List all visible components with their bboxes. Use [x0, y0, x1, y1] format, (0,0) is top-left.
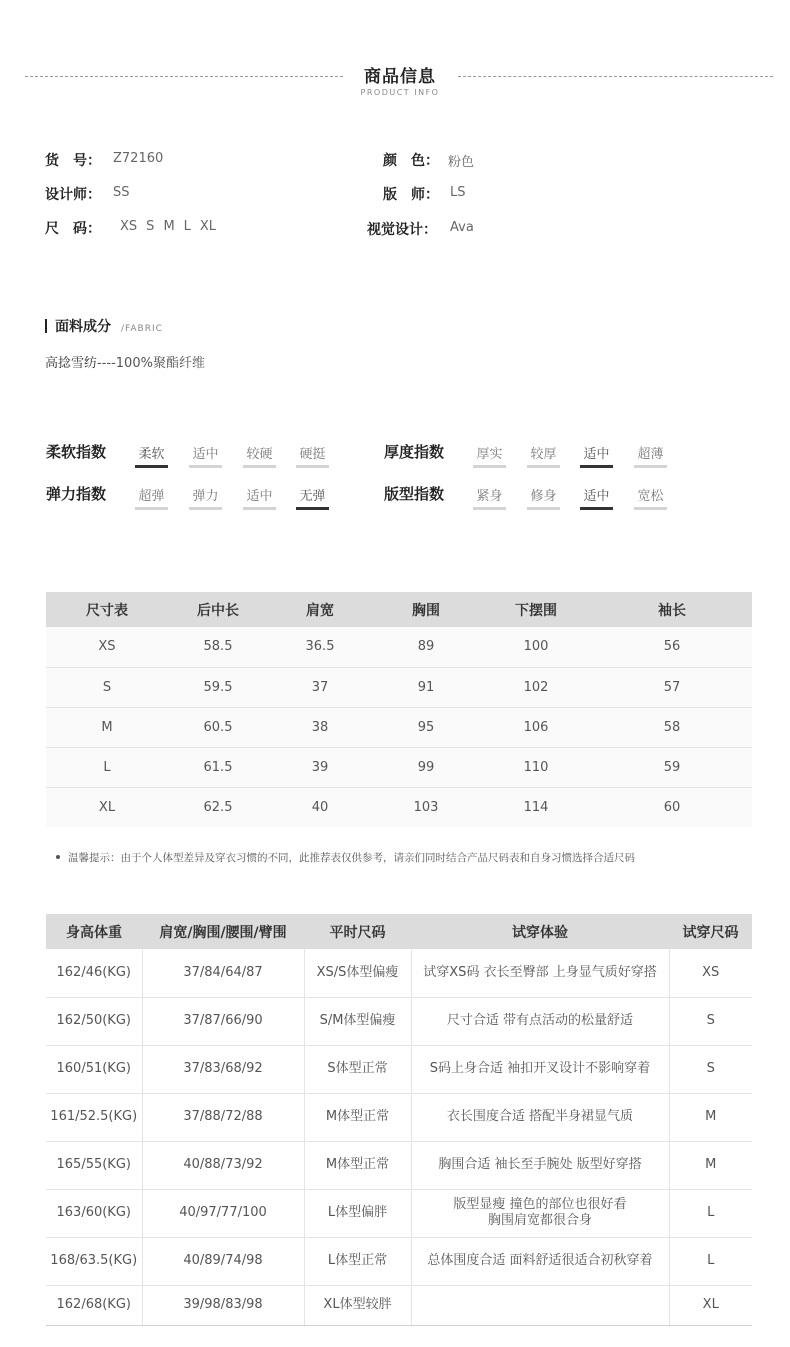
- table-cell: S: [46, 667, 168, 707]
- table-cell: 163/60(KG): [46, 1189, 142, 1237]
- table-cell: 162/46(KG): [46, 949, 142, 997]
- table-header-row: [46, 914, 752, 949]
- size-label: 尺 码：: [45, 221, 101, 237]
- table-cell: 37/83/68/92: [142, 1045, 304, 1093]
- table-cell: 95: [372, 707, 480, 747]
- table-cell: S: [669, 997, 752, 1045]
- thickness-label: 厚度指数: [384, 443, 445, 461]
- size-chart-table: [46, 592, 752, 827]
- table-header-cell: 身高体重: [46, 914, 142, 949]
- size-list: [120, 219, 225, 234]
- table-cell: M: [669, 1093, 752, 1141]
- table-header-cell: 试穿尺码: [669, 914, 752, 949]
- fabric-title-en: /FABRIC: [121, 324, 163, 334]
- table-row: [46, 997, 752, 1045]
- fit-option: 修身: [527, 485, 560, 510]
- table-row: [46, 747, 752, 787]
- table-cell: 总体围度合适 面料舒适很适合初秋穿着: [411, 1237, 669, 1285]
- table-cell: [411, 1285, 669, 1325]
- table-header-row: [46, 592, 752, 627]
- pattern-label: 版 师：: [383, 187, 439, 203]
- table-cell: L体型正常: [304, 1237, 411, 1285]
- table-cell: 61.5: [168, 747, 268, 787]
- section-subtitle: PRODUCT INFO: [360, 88, 440, 97]
- table-cell: S码上身合适 袖扣开叉设计不影响穿着: [411, 1045, 669, 1093]
- table-row: [46, 1237, 752, 1285]
- softness-label: 柔软指数: [46, 443, 107, 461]
- elasticity-label: 弹力指数: [46, 485, 107, 503]
- table-cell: 36.5: [268, 627, 372, 667]
- table-cell: 39/98/83/98: [142, 1285, 304, 1325]
- heading-bar: [45, 319, 47, 333]
- table-cell: 58: [592, 707, 752, 747]
- table-row: [46, 1045, 752, 1093]
- table-cell: 106: [480, 707, 592, 747]
- table-cell: 91: [372, 667, 480, 707]
- table-cell: M体型正常: [304, 1093, 411, 1141]
- table-cell: L: [46, 747, 168, 787]
- table-row: [46, 1189, 752, 1237]
- table-cell: 161/52.5(KG): [46, 1093, 142, 1141]
- visual-label: 视觉设计：: [367, 222, 437, 238]
- table-cell: 60.5: [168, 707, 268, 747]
- table-cell: 160/51(KG): [46, 1045, 142, 1093]
- table-header-cell: 平时尺码: [304, 914, 411, 949]
- table-cell: 38: [268, 707, 372, 747]
- table-cell: 59: [592, 747, 752, 787]
- fabric-percent: ----100%聚酯纤维: [97, 356, 205, 371]
- table-cell: 59.5: [168, 667, 268, 707]
- section-title: 商品信息: [364, 67, 436, 87]
- table-cell: M体型正常: [304, 1141, 411, 1189]
- table-cell: 40/88/73/92: [142, 1141, 304, 1189]
- table-cell: XL体型较胖: [304, 1285, 411, 1325]
- table-cell: S/M体型偏瘦: [304, 997, 411, 1045]
- try-on-table: [46, 914, 752, 1326]
- fabric-composition: [45, 352, 205, 371]
- table-header-cell: 试穿体验: [411, 914, 669, 949]
- table-cell: XS/S体型偏瘦: [304, 949, 411, 997]
- table-cell: 衣长围度合适 搭配半身裙显气质: [411, 1093, 669, 1141]
- table-cell: 102: [480, 667, 592, 707]
- tip-text: 温馨提示：由于个人体型差异及穿衣习惯的不同，此推荐表仅供参考，请亲们同时结合产品尺码表和自身习惯选择合适尺码: [68, 852, 635, 864]
- table-cell: 尺寸合适 带有点活动的松量舒适: [411, 997, 669, 1045]
- table-cell: 99: [372, 747, 480, 787]
- designer-label: 设计师：: [45, 187, 101, 203]
- fit-label: 版型指数: [384, 485, 445, 503]
- designer-value: SS: [113, 185, 130, 200]
- table-row: [46, 1093, 752, 1141]
- table-cell: 89: [372, 627, 480, 667]
- table-row: [46, 787, 752, 827]
- table-header-cell: 尺寸表: [46, 592, 168, 627]
- table-cell: 37/88/72/88: [142, 1093, 304, 1141]
- table-cell: 162/50(KG): [46, 997, 142, 1045]
- table-cell: XL: [46, 787, 168, 827]
- table-header-cell: 袖长: [592, 592, 752, 627]
- table-cell: 60: [592, 787, 752, 827]
- table-cell: 162/68(KG): [46, 1285, 142, 1325]
- visual-value: Ava: [450, 220, 474, 235]
- table-cell: XS: [669, 949, 752, 997]
- table-cell: 100: [480, 627, 592, 667]
- table-row: [46, 707, 752, 747]
- table-cell: 57: [592, 667, 752, 707]
- softness-option: 硬挺: [296, 443, 329, 468]
- item-no-label: 货 号：: [45, 153, 101, 169]
- table-cell: XS: [46, 627, 168, 667]
- thickness-option: 超薄: [634, 443, 667, 468]
- fabric-title: 面料成分: [55, 319, 111, 335]
- elasticity-option: 无弹: [296, 485, 329, 510]
- table-cell: S: [669, 1045, 752, 1093]
- table-cell: M: [669, 1141, 752, 1189]
- fabric-heading: [45, 316, 163, 336]
- table-cell: M: [46, 707, 168, 747]
- table-cell: 试穿XS码 衣长至臀部 上身显气质好穿搭: [411, 949, 669, 997]
- table-cell: L体型偏胖: [304, 1189, 411, 1237]
- table-header-cell: 胸围: [372, 592, 480, 627]
- table-cell: 165/55(KG): [46, 1141, 142, 1189]
- item-no-value: Z72160: [113, 151, 164, 166]
- size-option: XL: [199, 219, 217, 234]
- size-option: L: [183, 219, 191, 234]
- elasticity-option: 弹力: [189, 485, 222, 510]
- table-cell: 37/84/64/87: [142, 949, 304, 997]
- softness-option: 柔软: [135, 443, 168, 468]
- size-option: XS: [120, 219, 138, 234]
- thickness-option: 厚实: [473, 443, 506, 468]
- table-cell: 56: [592, 627, 752, 667]
- fit-option: 宽松: [634, 485, 667, 510]
- table-row: [46, 1141, 752, 1189]
- table-row: [46, 1285, 752, 1325]
- color-value: 粉色: [448, 155, 475, 170]
- table-header-cell: 肩宽/胸围/腰围/臂围: [142, 914, 304, 949]
- table-cell: L: [669, 1189, 752, 1237]
- table-cell: 62.5: [168, 787, 268, 827]
- softness-option: 适中: [189, 443, 222, 468]
- table-cell: XL: [669, 1285, 752, 1325]
- bullet-icon: [56, 855, 60, 859]
- size-tip: [56, 850, 635, 865]
- table-header-cell: 下摆围: [480, 592, 592, 627]
- table-cell: 40: [268, 787, 372, 827]
- elasticity-option: 超弹: [135, 485, 168, 510]
- table-cell: 58.5: [168, 627, 268, 667]
- table-row: [46, 627, 752, 667]
- table-row: [46, 949, 752, 997]
- table-cell: 39: [268, 747, 372, 787]
- softness-option: 较硬: [243, 443, 276, 468]
- color-label: 颜 色：: [383, 153, 439, 169]
- table-cell: 版型显瘦 撞色的部位也很好看 胸围肩宽都很合身: [411, 1189, 669, 1237]
- elasticity-option: 适中: [243, 485, 276, 510]
- table-header-cell: 后中长: [168, 592, 268, 627]
- table-cell: 114: [480, 787, 592, 827]
- size-option: S: [146, 219, 155, 234]
- table-cell: 37: [268, 667, 372, 707]
- table-cell: 168/63.5(KG): [46, 1237, 142, 1285]
- fit-option: 紧身: [473, 485, 506, 510]
- size-option: M: [163, 219, 175, 234]
- table-cell: S体型正常: [304, 1045, 411, 1093]
- fabric-name: 高捻雪纺: [45, 356, 98, 371]
- pattern-value: LS: [450, 185, 466, 200]
- table-row: [46, 667, 752, 707]
- table-header-cell: 肩宽: [268, 592, 372, 627]
- table-cell: 110: [480, 747, 592, 787]
- table-cell: 103: [372, 787, 480, 827]
- section-header: [0, 62, 790, 102]
- table-cell: 40/89/74/98: [142, 1237, 304, 1285]
- table-cell: 胸围合适 袖长至手腕处 版型好穿搭: [411, 1141, 669, 1189]
- thickness-option: 适中: [580, 443, 613, 468]
- fit-option: 适中: [580, 485, 613, 510]
- thickness-option: 较厚: [527, 443, 560, 468]
- table-cell: 37/87/66/90: [142, 997, 304, 1045]
- table-cell: 40/97/77/100: [142, 1189, 304, 1237]
- table-cell: L: [669, 1237, 752, 1285]
